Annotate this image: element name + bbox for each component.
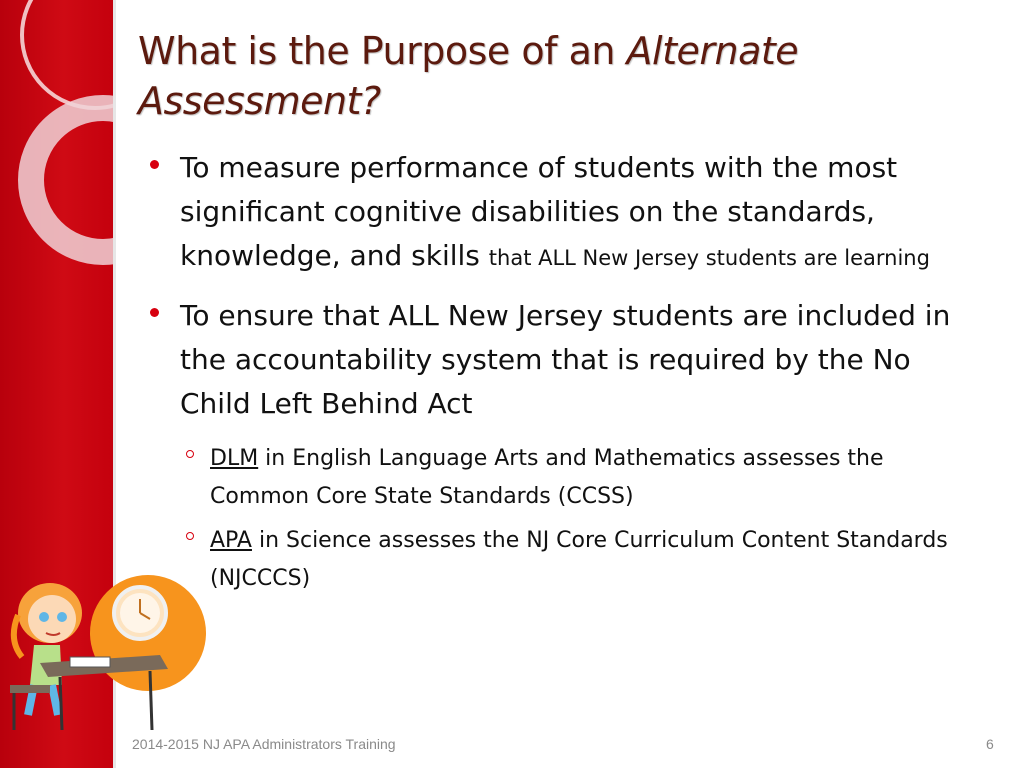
bullet-dot-icon [150,160,159,169]
bullet-item-2 [150,294,970,426]
bullet-2-main-text: To ensure that ALL New Jersey students are included in the accountability system that is required by the No Child Left Behind Act [180,299,951,420]
title-italic-assessment: Assessment? [138,79,381,123]
girl-figure [14,583,82,715]
decorative-ring-top [20,0,116,110]
dlm-link[interactable]: DLM [210,446,259,471]
sub-bullet-dlm [150,440,970,516]
bullet-dot-icon [150,308,159,317]
sub-bullet-dlm-text: in English Language Arts and Mathematics assesses the Common Core State Standards (CCSS) [210,446,884,509]
sub-bullet-circle-icon [186,450,194,458]
page-number: 6 [986,736,994,752]
slide-title [138,26,998,126]
footer-training-label: 2014-2015 NJ APA Administrators Training [132,736,396,752]
bullet-1-small-text: that ALL New Jersey students are learning [488,246,930,270]
sub-bullet-apa-text: in Science assesses the NJ Core Curriculum Content Standards (NJCCCS) [210,528,948,591]
bullet-1-main-text: To measure performance of students with the most significant cognitive disabilities on the standards, knowledge, and skills [180,151,898,272]
sub-bullet-circle-icon [186,532,194,540]
title-regular: What is the Purpose of an [138,29,627,73]
clock-icon [114,587,166,639]
sub-bullet-apa [150,522,970,598]
title-italic-alternate: Alternate [626,29,799,73]
apa-link[interactable]: APA [210,528,252,553]
decorative-ring-middle [18,95,116,265]
student-at-desk-clipart [0,545,215,735]
slide-body [150,146,970,604]
bullet-item-1 [150,146,970,280]
